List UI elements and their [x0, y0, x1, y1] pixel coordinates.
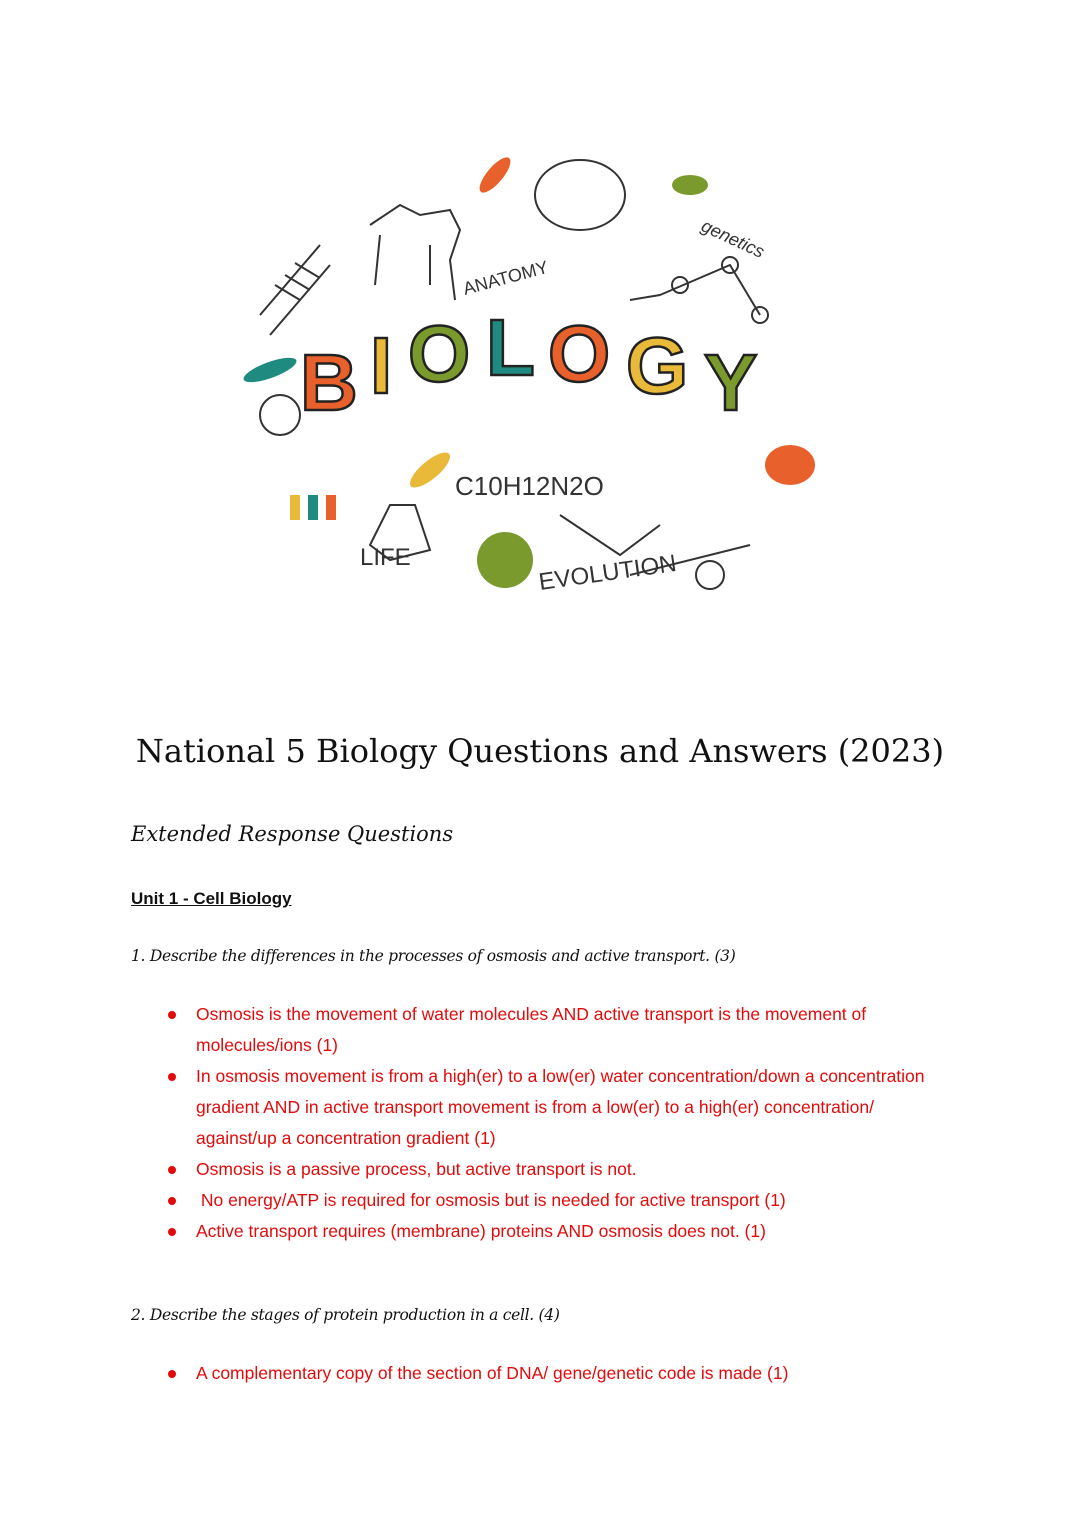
page-title: National 5 Biology Questions and Answers (2023): [135, 732, 945, 770]
question-2: 2. Describe the stages of protein production in a cell. (4): [131, 1306, 560, 1324]
logo-letter: O: [408, 309, 471, 398]
bullet-icon: [168, 1228, 176, 1236]
bullet-icon: [168, 1197, 176, 1205]
logo-letter: G: [626, 321, 689, 410]
unit-heading: Unit 1 - Cell Biology: [131, 889, 292, 908]
answer-item: [131, 1216, 951, 1247]
answer-item: [131, 1185, 951, 1216]
logo-letter: L: [486, 303, 535, 392]
section-subtitle: Extended Response Questions: [131, 822, 454, 846]
answer-item: [131, 1154, 951, 1185]
answer-list-1: [131, 999, 951, 1247]
answer-text: Osmosis is a passive process, but active transport is not.: [196, 1159, 637, 1179]
answer-text: Osmosis is the movement of water molecules AND active transport is the movement of molecules/ions (1): [196, 1004, 867, 1055]
biology-illustration: [230, 135, 850, 615]
answer-text: In osmosis movement is from a high(er) to a low(er) water concentration/down a concentration gradient AND in active transport movement is from a low(er) to a high(er) concentration/ against/up a concentration gradient (1): [196, 1066, 925, 1148]
answer-text: No energy/ATP is required for osmosis but is needed for active transport (1): [196, 1190, 786, 1210]
answer-text: Active transport requires (membrane) proteins AND osmosis does not. (1): [196, 1221, 766, 1241]
bullet-icon: [168, 1370, 176, 1378]
logo-letter: O: [548, 309, 611, 398]
answer-list-2: [131, 1358, 951, 1389]
bullet-icon: [168, 1011, 176, 1019]
label-life: LIFE: [360, 544, 411, 571]
answer-item: [131, 1358, 951, 1389]
label-evolution: EVOLUTION: [537, 549, 679, 596]
answer-item: [131, 999, 951, 1061]
question-1: 1. Describe the differences in the processes of osmosis and active transport. (3): [131, 947, 736, 965]
answer-item: [131, 1061, 951, 1154]
logo-letter: B: [300, 338, 358, 427]
logo-letter: I: [370, 321, 393, 410]
bullet-icon: [168, 1073, 176, 1081]
label-formula: C10H12N2O: [455, 471, 604, 501]
logo-letter: Y: [704, 338, 758, 427]
label-anatomy: ANATOMY: [460, 256, 551, 299]
bullet-icon: [168, 1166, 176, 1174]
answer-text: A complementary copy of the section of DNA/ gene/genetic code is made (1): [196, 1363, 789, 1383]
label-genetics: genetics: [698, 215, 768, 262]
